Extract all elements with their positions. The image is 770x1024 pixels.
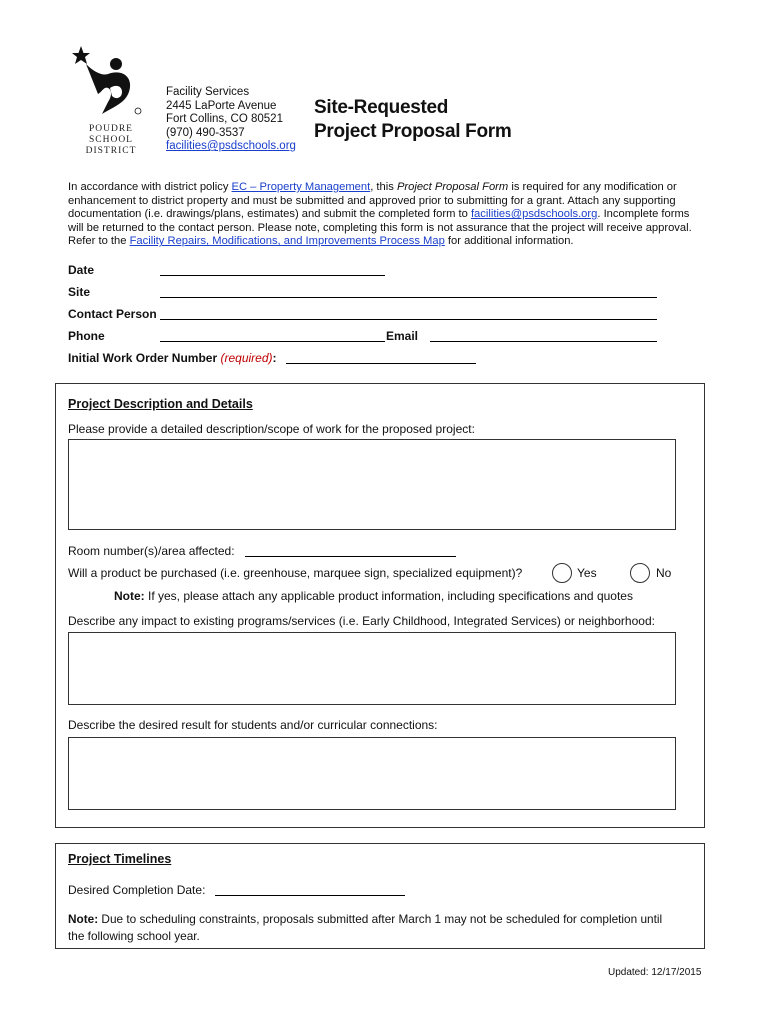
description-prompt: Please provide a detailed description/scope of work for the proposed project: — [68, 422, 475, 436]
note-label: Note: — [114, 589, 145, 603]
intro-text: enhancement to district property and must be submitted and approved prior to submitting for a grant. Attach any supporting — [68, 194, 676, 207]
yes-radio[interactable] — [552, 563, 572, 583]
yes-label: Yes — [577, 566, 597, 580]
logo-figure-icon — [72, 44, 152, 124]
completion-date-label: Desired Completion Date: — [68, 883, 206, 897]
project-timelines-heading: Project Timelines — [68, 852, 172, 866]
intro-text: In accordance with district policy — [68, 181, 232, 193]
note-text: Due to scheduling constraints, proposals submitted after March 1 may not be scheduled for completion until — [98, 912, 663, 926]
note-text: If yes, please attach any applicable product information, including specifications and quotes — [144, 589, 633, 603]
impact-textarea[interactable] — [68, 632, 676, 705]
address-line: Facility Services — [166, 86, 250, 98]
room-field[interactable] — [245, 556, 456, 557]
logo-text-3: DISTRICT — [85, 146, 137, 156]
timeline-note-line2: the following school year. — [68, 929, 200, 943]
updated-date: Updated: 12/17/2015 — [608, 967, 702, 978]
no-radio[interactable] — [630, 563, 650, 583]
work-order-text: Initial Work Order Number — [68, 351, 221, 365]
district-logo — [72, 44, 152, 160]
logo-text-2: SCHOOL — [88, 135, 133, 145]
address-line: Fort Collins, CO 80521 — [166, 113, 283, 125]
phone-label: Phone — [68, 329, 105, 343]
intro-text: , this — [370, 181, 397, 193]
title-line-1: Site-Requested — [314, 97, 449, 118]
required-marker: (required) — [220, 351, 273, 365]
note-label: Note: — [68, 912, 99, 926]
intro-text: Refer to the — [68, 235, 130, 248]
phone-field[interactable] — [160, 341, 385, 342]
intro-paragraph — [68, 181, 708, 249]
intro-text: . Incomplete forms — [597, 208, 690, 221]
date-field[interactable] — [160, 275, 385, 276]
intro-text: documentation (i.e. drawings/plans, estimates) and submit the completed form to — [68, 208, 471, 221]
result-prompt: Describe the desired result for students and/or curricular connections: — [68, 718, 438, 732]
impact-prompt: Describe any impact to existing programs/services (i.e. Early Childhood, Integrated Services) or neighborhood: — [68, 614, 655, 628]
page-title — [314, 96, 511, 144]
colon: : — [272, 351, 277, 365]
facilities-email-link[interactable]: facilities@psdschools.org — [470, 208, 598, 221]
intro-text-italic: Project Proposal Form — [396, 181, 509, 193]
product-note — [114, 589, 633, 603]
address-line: 2445 LaPorte Avenue — [166, 99, 277, 112]
timeline-note — [68, 912, 662, 926]
work-order-label — [68, 351, 277, 365]
email-field[interactable] — [430, 341, 657, 342]
address-line: (970) 490-3537 — [166, 126, 245, 139]
policy-link[interactable]: EC – Property Management — [231, 181, 371, 193]
intro-text: is required for any modification or — [508, 181, 677, 193]
logo-text-1: POUDRE — [88, 124, 133, 134]
contact-person-label: Contact Person — [68, 307, 157, 321]
site-label: Site — [68, 285, 91, 299]
contact-person-field[interactable] — [160, 319, 657, 320]
no-label: No — [656, 566, 672, 580]
email-label: Email — [386, 329, 419, 343]
intro-text: for additional information. — [444, 235, 574, 248]
title-line-2: Project Proposal Form — [314, 121, 512, 142]
project-description-heading: Project Description and Details — [68, 397, 253, 411]
process-map-link[interactable]: Facility Repairs, Modifications, and Improvements Process Map — [129, 235, 445, 248]
result-textarea[interactable] — [68, 737, 676, 810]
site-field[interactable] — [160, 297, 657, 298]
product-question: Will a product be purchased (i.e. greenhouse, marquee sign, specialized equipment)? — [68, 566, 523, 580]
description-textarea[interactable] — [68, 439, 676, 530]
intro-text: will be returned to the contact person. Please note, completing this form is not assurance that the project will receive approval. — [68, 221, 692, 234]
date-label: Date — [68, 263, 95, 277]
address-block — [166, 86, 296, 154]
work-order-field[interactable] — [286, 363, 476, 364]
email-link[interactable]: facilities@psdschools.org — [166, 140, 296, 152]
completion-date-field[interactable] — [215, 895, 405, 896]
room-label: Room number(s)/area affected: — [68, 544, 235, 558]
